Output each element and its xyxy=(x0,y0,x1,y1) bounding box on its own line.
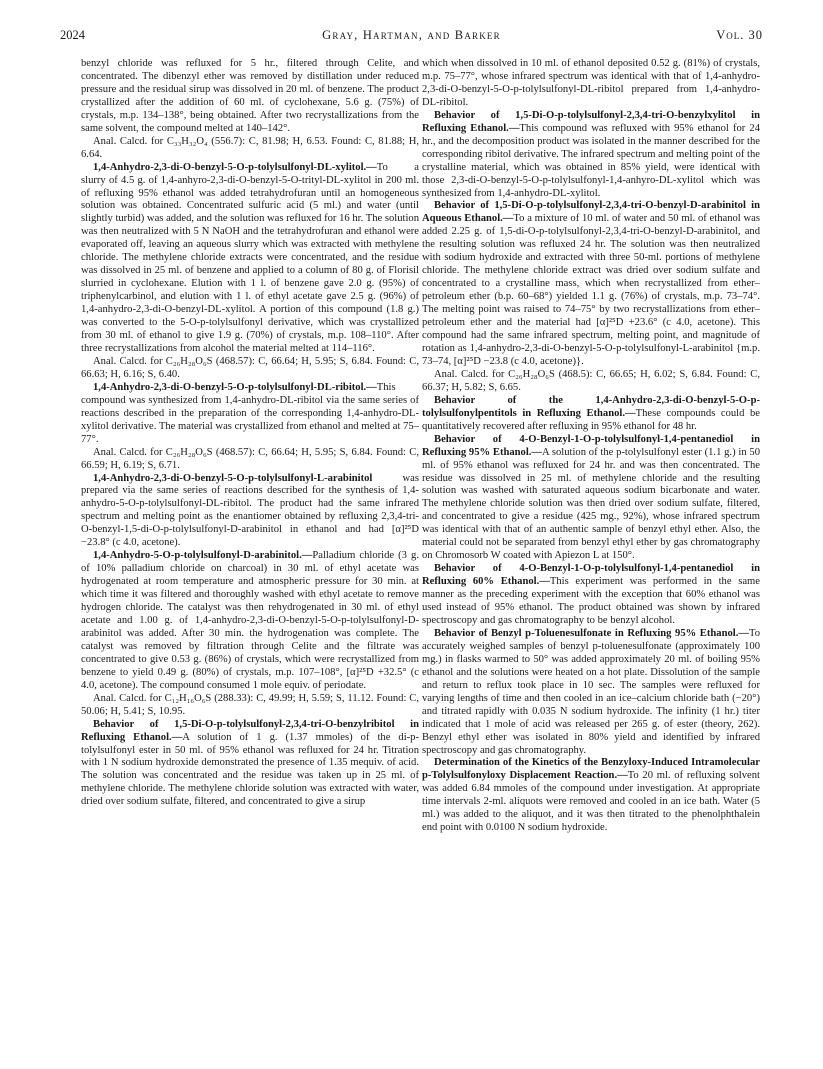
section-heading: Determination of the Kinetics of the Benzyloxy-Induced Intramolecular p-Tolylsulfonyloxy Displacement Reaction.— xyxy=(422,757,760,782)
running-title: Gray, Hartman, and Barker xyxy=(322,28,501,42)
running-header xyxy=(60,28,763,46)
section-heading: Behavior of 4-O-Benzyl-1-O-p-tolylsulfonyl-1,4-pentanediol in Refluxing 95% Ethanol.— xyxy=(422,433,760,458)
section-heading: 1,4-Anhydro-2,3-di-O-benzyl-5-O-p-tolylsulfonyl-DL-ribitol.— xyxy=(93,381,377,393)
paragraph: Behavior of 1,5-Di-O-p-tolylsulfonyl-2,3,4-tri-O-benzyl-D-arabinitol in Aqueous Ethanol.—To a mixture of 10 ml. of water and 50 ml. of ethanol was added 2.25 g. of 1,5-di-O-p-tolylsulfonyl-2,3,4-tri-O-benzyl-D-arabinitol, and the resulting solution was refluxed 24 hr. The solution was then neutralized with sodium hydroxide and extracted with three 50-ml. portions of methylene chloride. The methylene chloride extract was dried over sodium sulfate and concentrated to a crystalline mass, which when recrystallized from ether–petroleum ether (b.p. 60–68°) yielded 1.1 g. (76%) of crystals, m.p. 73–74°. The melting point was raised to 74–75° by two recrystallizations from ether–petroleum ether and the material had [α]²⁵D +23.6° (c 4.0, acetone). This compound had the same infrared spectrum, melting point, and magnitude of rotation as 1,4-anhydro-2,3-di-O-benzyl-5-O-p-tolylsulfonyl-L-arabinitol {m.p. 73–74, [α]²⁵D −23.8 (c 4.0, acetone)}. xyxy=(422,200,760,367)
paragraph: Behavior of 4-O-Benzyl-1-O-p-tolylsulfonyl-1,4-pentanediol in Refluxing 60% Ethanol.—This experiment was performed in the same manner as the preceding experiment with the exception that 60% ethanol was used instead of 95% ethanol. The product obtained was shown by infrared spectroscopy and gas chromatography to be benzyl alcohol. xyxy=(422,563,760,626)
paragraph: Behavior of 1,5-Di-O-p-tolylsulfonyl-2,3,4-tri-O-benzylxylitol in Refluxing Ethanol.—This compound was refluxed with 95% ethanol for 24 hr., and the decomposition product was isolated in the manner described for the corresponding ribitol derivative. The infrared spectrum and melting point of the crystalline material, which was obtained in 85% yield, were identical with those 2,3-di-O-benzyl-5-O-p-tolylsulfonyl-1,4-anhyro-DL-xylitol which was synthesized from 1,4-anhydro-DL-xylitol. xyxy=(422,109,760,199)
section-heading: Behavior of 1,5-Di-O-p-tolylsulfonyl-2,3,4-tri-O-benzyl-D-arabinitol in Aqueous Ethanol.— xyxy=(422,200,760,225)
section-heading: Behavior of 4-O-Benzyl-1-O-p-tolylsulfonyl-1,4-pentanediol in Refluxing 60% Ethanol.— xyxy=(422,563,760,588)
section-heading: 1,4-Anhydro-5-O-p-tolylsulfonyl-D-arabinitol.— xyxy=(93,550,313,562)
paragraph: Determination of the Kinetics of the Benzyloxy-Induced Intramolecular p-Tolylsulfonyloxy Displacement Reaction.—To 20 ml. of refluxing solvent was added 6.84 mmoles of the compound under investigation. At appropriate time intervals 2-ml. aliquots were removed and cooled in an ice bath. Water (5 ml.) was added to the aliquot, and it was then titrated to the phenolphthalein end point with 0.0100 N sodium hydroxide. xyxy=(422,757,760,834)
paragraph: Anal. Calcd. for C₃₃H₃₂O₄ (556.7): C, 81.98; H, 6.53. Found: C, 81.88; H, 6.64. xyxy=(81,135,419,160)
paragraph: 1,4-Anhydro-2,3-di-O-benzyl-5-O-p-tolylsulfonyl-DL-xylitol.—To a slurry of 4.5 g. of 1,4-anhyro-2,3-di-O-benzyl-5-O-trityl-DL-xylitol in 200 ml. of refluxing 95% ethanol was added tetrahydrofuran until an homogeneous solution was obtained. Concentrated sulfuric acid (5 ml.) and water (until slightly turbid) was added, and the solution was refluxed for 16 hr. The solution was then neutralized with 5 N NaOH and the tetrahydrofuran and ethanol were evaporated off, leaving an aqueous slurry which was extracted with methylene chloride. The methylene chloride extracts were concentrated, and the residue was dissolved in 25 ml. of benzene and applied to a column of 80 g. of Florisil slurried in cyclohexane. Elution with 1 l. of benzene gave 2.0 g. (95%) of triphenylcarbinol, and elution with 1 l. of ethyl acetate gave 2.5 g. (96%) of 1,4-anhydro-2,3-di-O-benzyl-DL-xylitol. A portion of this compound (1.8 g.) was converted to the 5-O-p-tolylsulfonyl derivative, which was crystallized from 30 ml. of ethanol to give 1.9 g. (70%) of crystals, m.p. 108–110°. After three recrystallizations from alcohol the material melted at 114–116°. xyxy=(81,161,419,354)
paragraph: Anal. Calcd. for C₂₆H₂₈O₆S (468.5): C, 66.65; H, 6.02; S, 6.84. Found: C, 66.37; H, 5.82; S, 6.65. xyxy=(422,368,760,393)
paragraph: 1,4-Anhydro-2,3-di-O-benzyl-5-O-p-tolylsulfonyl-L-arabinitol was prepared via the same series of reactions described for the synthesis of 1,4-anhydro-5-O-p-tolylsulfonyl-DL-ribitol. The product had the same infrared spectrum and melting point as the enantiomer obtained by refluxing 2,3,4-tri-O-benzyl-1,5-di-O-p-tolylsulfonyl-D-arabinitol in ethanol and had [α]²⁵D −23.8° (c 4.0, acetone). xyxy=(81,472,419,549)
section-heading: 1,4-Anhydro-2,3-di-O-benzyl-5-O-p-tolylsulfonyl-L-arabinitol xyxy=(93,472,373,484)
paragraph: 1,4-Anhydro-2,3-di-O-benzyl-5-O-p-tolylsulfonyl-DL-ribitol.—This compound was synthesized from 1,4-anhydro-DL-ribitol via the same series of reactions described in the preparation of the corresponding 1,4-anhydro-DL-xylitol derivative. The material was crystallized from ethanol and melted at 75–77°. xyxy=(81,381,419,445)
section-heading: Behavior of 1,5-Di-O-p-tolylsulfonyl-2,3,4-tri-O-benzylxylitol in Refluxing Ethanol.— xyxy=(422,109,760,134)
paragraph: Behavior of 4-O-Benzyl-1-O-p-tolylsulfonyl-1,4-pentanediol in Refluxing 95% Ethanol.—A solution of the p-tolylsulfonyl ester (1.1 g.) in 50 ml. of 95% ethanol was refluxed for 24 hr. and was then concentrated. The residue was dissolved in 25 ml. of methylene chloride and the resulting solution was washed with saturated aqueous sodium bicarbonate and water. The methylene chloride solution was then dried over sodium sulfate, filtered, and concentrated to give a residue (425 mg., 92%), whose infrared spectrum was identical with that of an authentic sample of benzyl ethyl ether. Also, the material could not be separated from benzyl ethyl ether by gas chromatography on Chromosorb W coated with Apiezon L at 150°. xyxy=(422,433,760,562)
section-heading: Behavior of the 1,4-Anhydro-2,3-di-O-benzyl-5-O-p-tolylsulfonylpentitols in Refluxing Ethanol.— xyxy=(422,394,760,419)
section-heading: 1,4-Anhydro-2,3-di-O-benzyl-5-O-p-tolylsulfonyl-DL-xylitol.— xyxy=(93,161,377,173)
page-number: 2024 xyxy=(60,28,85,42)
paragraph: which when dissolved in 10 ml. of ethanol deposited 0.52 g. (81%) of crystals, m.p. 75–77°, whose infrared spectrum was identical with that of 1,4-anhydro-2,3-di-O-benzyl-5-O-p-tolylsulfonyl-DL-ribitol prepared from 1,4-anhydro-DL-ribitol. xyxy=(422,58,760,108)
paragraph: Behavior of the 1,4-Anhydro-2,3-di-O-benzyl-5-O-p-tolylsulfonylpentitols in Refluxing Ethanol.—These compounds could be quantitatively recovered after refluxing in 95% ethanol for 48 hr. xyxy=(422,394,760,432)
paragraph: benzyl chloride was refluxed for 5 hr., filtered through Celite, and concentrated. The dibenzyl ether was removed by distillation under reduced pressure and the residual sirup was dissolved in 20 ml. of benzene. The product crystallized after the addition of 60 ml. of cyclohexane, 5.6 g. (75%) of crystals, m.p. 134–138°, being obtained. After two recrystallizations from the same solvent, the compound melted at 140–142°. xyxy=(81,58,419,134)
paragraph: Behavior of Benzyl p-Toluenesulfonate in Refluxing 95% Ethanol.—To accurately weighed samples of benzyl p-toluenesulfonate (approximately 100 mg.) in flasks warmed to 50° was added approximately 20 ml. of boiling 95% ethanol and the solutions were heated on a hot plate. Dissolution of the sample and return to reflux took place in 10 sec. The samples were refluxed for varying lengths of time and then cooled in an ice–calcium chloride bath (−20°) and titrated rapidly with 0.035 N sodium hydroxide. The infinity (1 hr.) titer indicated that 1 mole of acid was released per 265 g. of ester (theory, 262). Benzyl ethyl ether was isolated in 80% yield and identified by infrared spectroscopy and gas chromatography. xyxy=(422,627,760,756)
volume-label: Vol. 30 xyxy=(716,28,763,42)
left-column xyxy=(81,58,419,1048)
paragraph: 1,4-Anhydro-5-O-p-tolylsulfonyl-D-arabinitol.—Palladium chloride (3 g. of 10% palladium chloride on charcoal) in 30 ml. of ethyl acetate was hydrogenated at room temperature and atmospheric pressure for 30 min. at which time it was filtered and thoroughly washed with ethyl acetate to remove hydrogen chloride. The catalyst was then rehydrogenated in 30 ml. of ethyl acetate and 1.00 g. of 1,4-anhydro-2,3-di-O-benzyl-5-O-p-tolylsulfonyl-D-arabinitol was added. After 30 min. the hydrogenation was complete. The catalyst was removed by filtration through Celite and the filtrate was concentrated to give 0.53 g. (86%) of crystals, which were recrystallized from benzene to yield 0.49 g. (80%) of crystals, m.p. 107–108°, [α]²⁵D +32.5° (c 4.0, acetone). The compound consumed 1 mole equiv. of periodate. xyxy=(81,550,419,691)
paragraph: Anal. Calcd. for C₂₆H₂₈O₆S (468.57): C, 66.64; H, 5.95; S, 6.84. Found: C, 66.59; H, 6.19; S, 6.71. xyxy=(81,446,419,471)
right-column xyxy=(422,58,760,1048)
section-heading: Behavior of 1,5-Di-O-p-tolylsulfonyl-2,3,4-tri-O-benzylribitol in Refluxing Ethanol.— xyxy=(81,718,419,743)
paragraph: Anal. Calcd. for C₁₂H₁₆O₆S (288.33): C, 49.99; H, 5.59; S, 11.12. Found: C, 50.06; H, 5.41; S, 10.95. xyxy=(81,692,419,717)
section-heading: Behavior of Benzyl p-Toluenesulfonate in Refluxing 95% Ethanol.— xyxy=(434,627,749,639)
paragraph: Anal. Calcd. for C₂₆H₂₈O₆S (468.57): C, 66.64; H, 5.95; S, 6.84. Found: C, 66.63; H, 6.16; S, 6.40. xyxy=(81,355,419,380)
paragraph: Behavior of 1,5-Di-O-p-tolylsulfonyl-2,3,4-tri-O-benzylribitol in Refluxing Ethanol.—A solution of 1 g. (1.37 mmoles) of the di-p-tolylsulfonyl ester in 50 ml. of 95% ethanol was refluxed for 24 hr. Titration with 1 N sodium hydroxide demonstrated the presence of 1.35 mequiv. of acid. The solution was concentrated and the residue was taken up in 25 ml. of methylene chloride. The methylene chloride solution was extracted with water, dried over sodium sulfate, filtered, and concentrated to give a sirup xyxy=(81,718,419,808)
